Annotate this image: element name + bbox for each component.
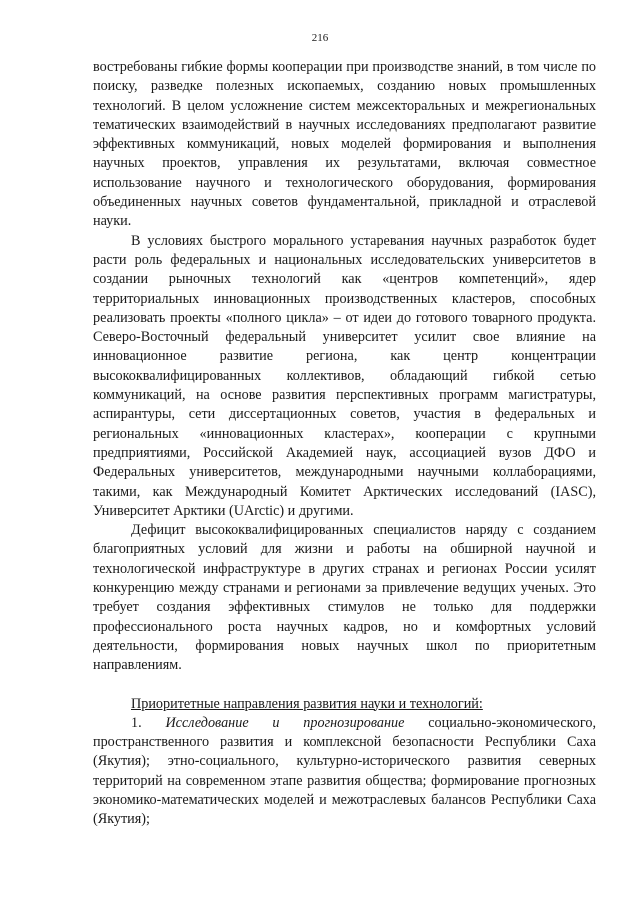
document-body [93, 58, 596, 830]
list-item-number: 1. [131, 714, 142, 731]
paragraph-universities: В условиях быстрого морального устаревания научных разработок будет расти роль федеральных и национальных исследовательских университетов в создании рыночных технологий как «центров компетенций», ядер территориальных инновационных производственных кластеров, способных реализовать проекты «полного цикла» – от идеи до готового товарного продукта. Северо-Восточный федеральный университет усилит свое влияние на инновационное развитие региона, как центр концентрации высококвалифицированных коллективов, обладающий гибкой сетью коммуникаций, на основе развития перспективных программ магистратуры, аспирантуры, сети диссертационных советов, участия в федеральных и региональных «инновационных кластерах», кооперации с крупными предприятиями, Российской Академией наук, ассоциацией вузов ДФО и Федеральных университетов, международными научными коллаборациями, такими, как Международный Комитет Арктических исследований (IASC), Университет Арктики (UArctic) и другими. [93, 232, 596, 519]
paragraph-specialists-deficit: Дефицит высококвалифицированных специалистов наряду с созданием благоприятных условий для жизни и работы на обширной научной и технологической инфраструктуре в других странах и регионах России усилят конкуренцию между странами и регионами за привлечение ведущих ученых. Это требует создания эффективных стимулов не только для поддержки профессионального роста научных кадров, но и комфортных условий деятельности, формирования новых научных школ по приоритетным направлениям. [93, 522, 596, 674]
list-item [93, 714, 596, 830]
list-item-text: социально-экономического, пространственного развития и комплексной безопасности Республики Саха (Якутия); этно-социального, культурно-исторического развития северных территорий на современном этапе развития общества; формирование прогнозных экономико-математических моделей и межотраслевых балансов Республики Саха (Якутия); [93, 714, 596, 828]
page-number: 216 [311, 32, 329, 44]
paragraph-continuation: востребованы гибкие формы кооперации при производстве знаний, в том числе по поиску, разведке полезных ископаемых, созданию новых промышленных технологий. В целом усложнение систем межсекторальных и межрегиональных тематических взаимодействий в научных исследованиях предполагают развитие эффективных коммуникаций, новых моделей формирования и выполнения научных проектов, управления их результатами, включая совместное использование научного и технологического оборудования, формирования объединенных научных советов фундаментальной, прикладной и отраслевой науки. [93, 59, 596, 230]
section-heading: Приоритетные направления развития науки и технологий: [131, 695, 483, 712]
list-item-italic-lead: Исследование и прогнозирование [165, 714, 405, 731]
